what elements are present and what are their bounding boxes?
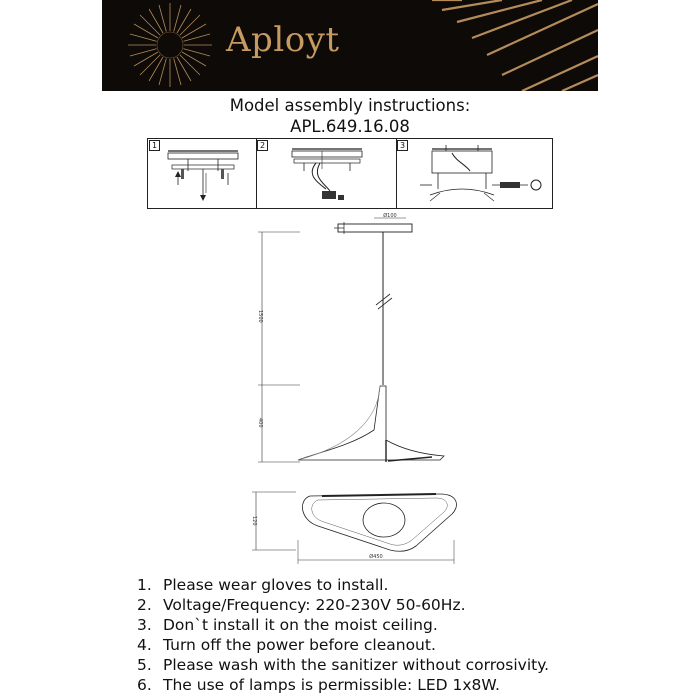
page-title: Model assembly instructions: xyxy=(229,96,471,115)
base-height-label: 120 xyxy=(251,516,257,526)
model-number: APL.649.16.08 xyxy=(290,117,410,136)
list-item: 3. Don`t install it on the moist ceiling. xyxy=(137,616,438,634)
list-item: 1. Please wear gloves to install. xyxy=(137,576,389,594)
step-number: 2 xyxy=(257,140,268,151)
step-number: 3 xyxy=(397,140,408,151)
list-item: 5. Please wash with the sanitizer without corrosivity. xyxy=(137,656,550,674)
top-width-label: Ø100 xyxy=(383,213,397,219)
lamp-shade-side xyxy=(298,386,444,460)
list-item: 2. Voltage/Frequency: 220-230V 50-60Hz. xyxy=(137,596,466,614)
lamp-height-label: 400 xyxy=(257,418,263,428)
led-disc xyxy=(363,503,405,537)
list-item: 6. The use of lamps is permissible: LED 1x8W. xyxy=(137,676,500,694)
base-width-label: Ø450 xyxy=(369,554,383,560)
cable-length-label: 1500 xyxy=(257,310,263,323)
brand-logo-text: Aployt xyxy=(226,20,340,60)
list-item: 4. Turn off the power before cleanout. xyxy=(137,636,436,654)
ceiling-canopy xyxy=(338,224,412,232)
step-number: 1 xyxy=(149,140,160,151)
